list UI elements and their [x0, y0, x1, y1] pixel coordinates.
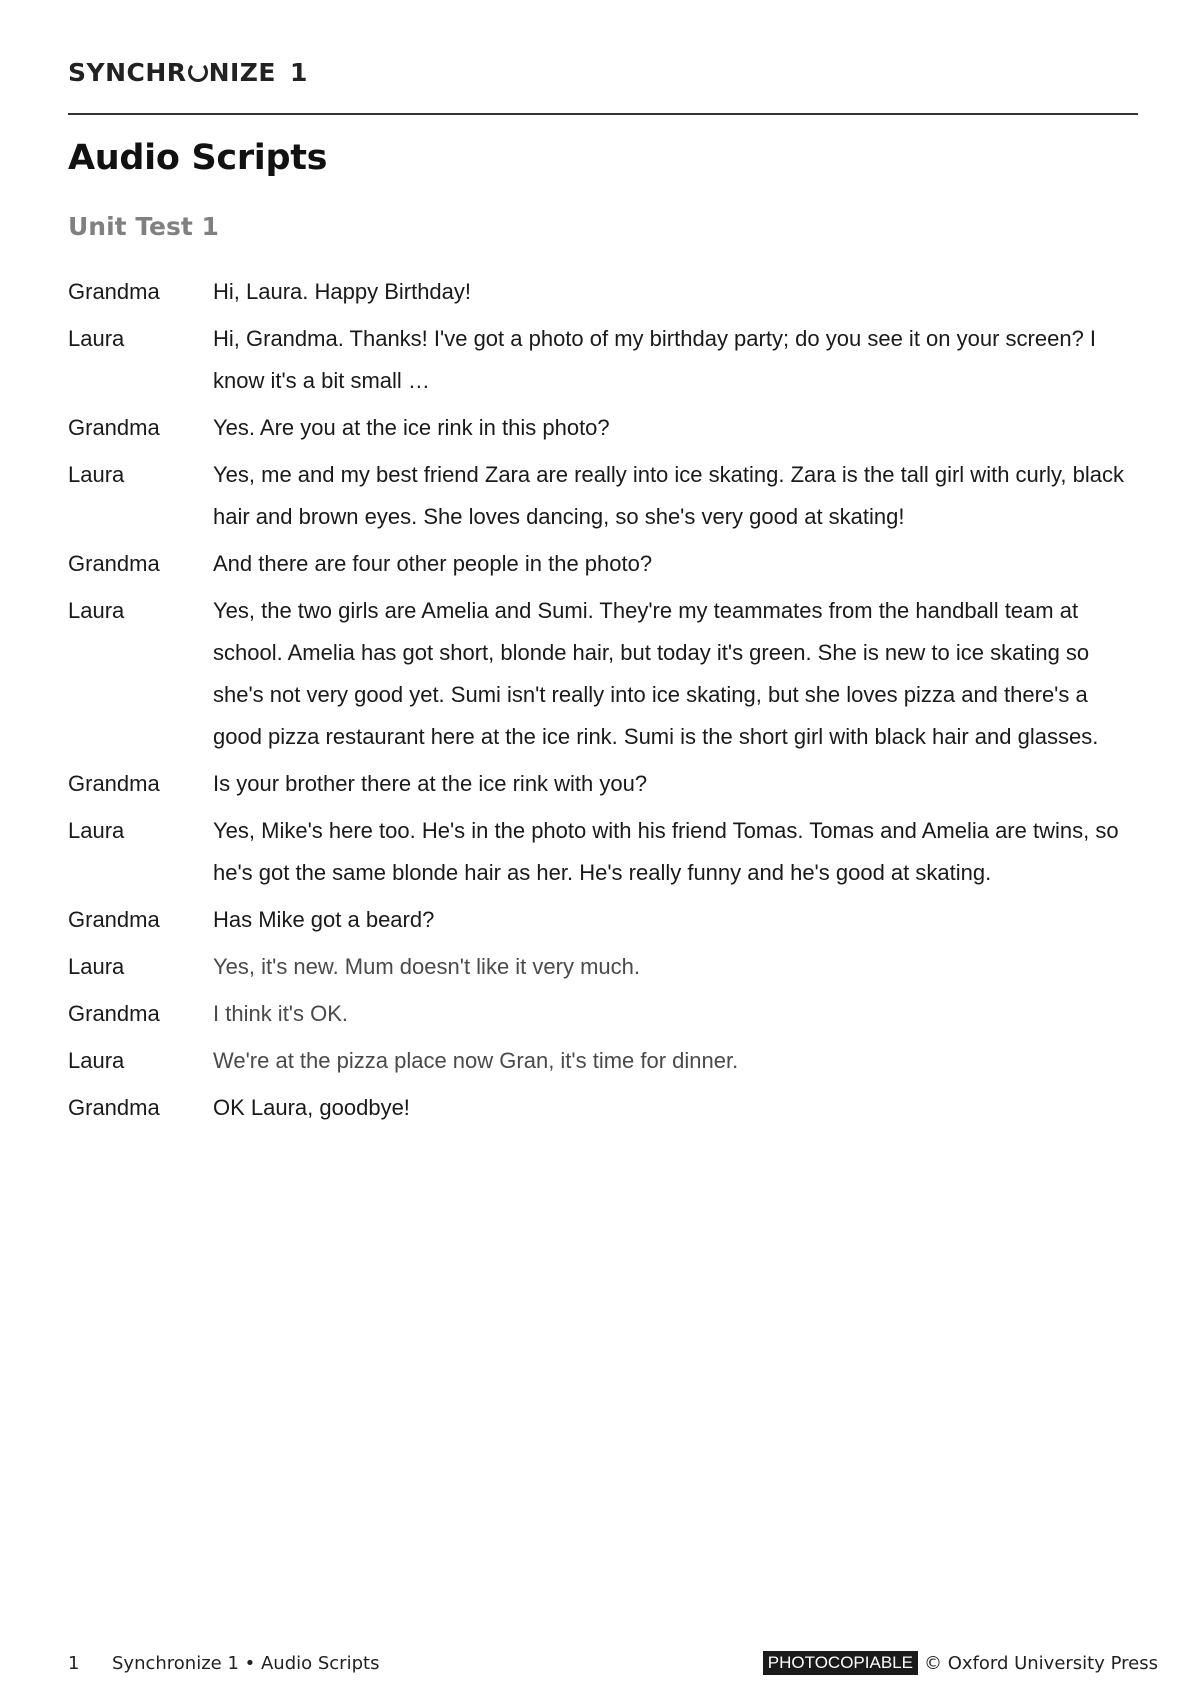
- utterance: Yes, the two girls are Amelia and Sumi. They're my teammates from the handball team at school. Amelia has got short, blonde hair, but today it's green. She is new to ice skating so she's not very good yet. Sumi isn't really into ice skating, but she loves pizza and there's a good pizza restaurant here at the ice rink. Sumi is the short girl with black hair and glasses.: [213, 598, 1099, 749]
- speaker-name: Laura: [68, 598, 125, 623]
- page-footer: [68, 1650, 1158, 1676]
- section-title: Unit Test 1: [68, 212, 219, 241]
- script-line: [68, 946, 1148, 988]
- utterance: We're at the pizza place now Gran, it's time for dinner.: [213, 1048, 739, 1073]
- speaker-name: Grandma: [68, 415, 160, 440]
- speaker-name: Laura: [68, 954, 125, 979]
- brand-o-icon: [188, 62, 208, 82]
- script-line: [68, 271, 1148, 313]
- script-line: [68, 590, 1148, 758]
- utterance: And there are four other people in the photo?: [213, 551, 653, 576]
- header-divider: [68, 113, 1138, 115]
- speaker-name: Grandma: [68, 907, 160, 932]
- script-line: [68, 763, 1148, 805]
- photocopiable-badge: PHOTOCOPIABLE: [763, 1651, 918, 1675]
- speaker-name: Grandma: [68, 1001, 160, 1026]
- speaker-name: Grandma: [68, 1095, 160, 1120]
- script-line: [68, 899, 1148, 941]
- brand-logo: [68, 56, 1138, 88]
- page-header: [68, 56, 1138, 88]
- speaker-name: Laura: [68, 462, 125, 487]
- utterance: Yes. Are you at the ice rink in this photo?: [213, 415, 610, 440]
- publisher-credit: © Oxford University Press: [923, 1652, 1158, 1674]
- utterance: OK Laura, goodbye!: [213, 1095, 410, 1120]
- page-title: Audio Scripts: [68, 138, 328, 178]
- speaker-name: Laura: [68, 326, 125, 351]
- speaker-name: Laura: [68, 1048, 125, 1073]
- speaker-name: Grandma: [68, 279, 160, 304]
- utterance: Has Mike got a beard?: [213, 907, 435, 932]
- utterance: Hi, Laura. Happy Birthday!: [213, 279, 472, 304]
- brand-word-part2: NIZE: [208, 57, 276, 87]
- script-line: [68, 454, 1148, 538]
- script-line: [68, 810, 1148, 894]
- audio-script: [68, 271, 1148, 1134]
- script-line: [68, 318, 1148, 402]
- utterance: Yes, it's new. Mum doesn't like it very much.: [213, 954, 640, 979]
- brand-number: 1: [290, 57, 308, 87]
- footer-document-title: Synchronize 1 • Audio Scripts: [112, 1652, 380, 1674]
- utterance: Is your brother there at the ice rink with you?: [213, 771, 648, 796]
- script-line: [68, 1087, 1148, 1129]
- speaker-name: Grandma: [68, 771, 160, 796]
- page-number: 1: [68, 1652, 80, 1674]
- utterance: Yes, Mike's here too. He's in the photo with his friend Tomas. Tomas and Amelia are twins, so he's got the same blonde hair as her. He's really funny and he's good at skating.: [213, 818, 1119, 885]
- utterance: Yes, me and my best friend Zara are really into ice skating. Zara is the tall girl with curly, black hair and brown eyes. She loves dancing, so she's very good at skating!: [213, 462, 1124, 529]
- script-line: [68, 993, 1148, 1035]
- script-line: [68, 407, 1148, 449]
- utterance: Hi, Grandma. Thanks! I've got a photo of my birthday party; do you see it on your screen? I know it's a bit small …: [213, 326, 1097, 393]
- script-line: [68, 543, 1148, 585]
- utterance: I think it's OK.: [213, 1001, 349, 1026]
- speaker-name: Laura: [68, 818, 125, 843]
- speaker-name: Grandma: [68, 551, 160, 576]
- brand-word-part1: SYNCHR: [68, 57, 187, 87]
- script-line: [68, 1040, 1148, 1082]
